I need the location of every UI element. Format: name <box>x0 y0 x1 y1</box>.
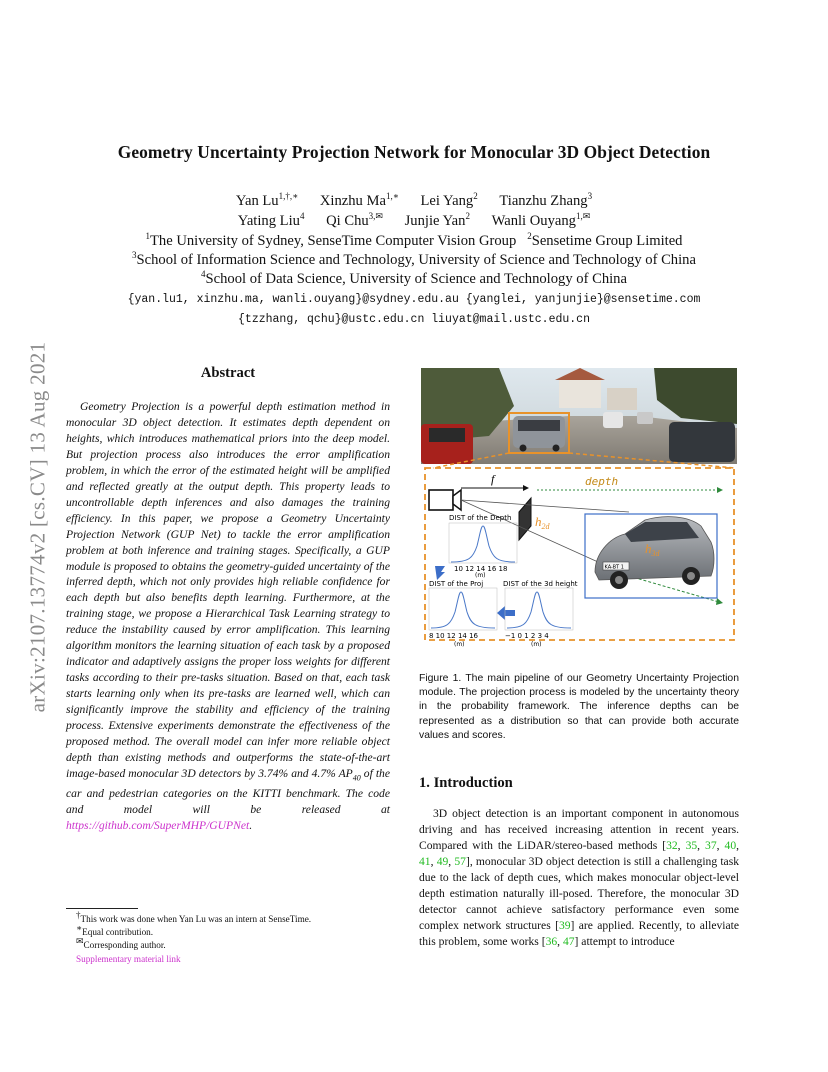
author: Qi Chu$^{3,✉}$ <box>326 211 383 229</box>
citation-link[interactable]: 36 <box>545 934 558 948</box>
arxiv-identifier: arXiv:2107.13774v2 [cs.CV] 13 Aug 2021 <box>25 341 50 713</box>
author: Lei Yang$^2$ <box>420 191 478 209</box>
citation-link[interactable]: 35 <box>685 838 698 852</box>
h3d-label: $h_{3d}$ <box>645 541 660 558</box>
footnote: ∗Equal contribution. <box>76 922 154 937</box>
citation-link[interactable]: 37 <box>705 838 717 852</box>
dist-depth-plot <box>449 514 517 579</box>
svg-text:8 10 12 14 16: 8 10 12 14 16 <box>429 632 478 640</box>
citation-link[interactable]: 49 <box>436 854 449 868</box>
svg-text:(m): (m) <box>454 641 465 648</box>
svg-text:(m): (m) <box>475 572 486 579</box>
section-heading: 1. Introduction <box>419 775 513 791</box>
affiliation-line-1: $^1$The University of Sydney, SenseTime Computer Vision Group $^2$Sensetime Group Limited <box>145 231 683 249</box>
author: Wanli Ouyang$^{1,✉}$ <box>491 211 591 229</box>
abstract-heading: Abstract <box>200 365 256 381</box>
street-photo <box>421 368 737 464</box>
author: Yan $Lu^{1,\dagger,∗}$ <box>235 191 299 209</box>
authors-line-2 <box>0 213 828 230</box>
citation-link[interactable]: 39 <box>558 918 571 932</box>
intro-paragraph: 3D object detection is an important component in autonomous driving and has received increasing attention in recent years. Compared with the LiDAR/stereo-based methods [32, 35, 37, 40, 41, 49, 57], monocular 3D object detection is still a challenging task due to the lack of depth cues, which makes monocular object-level depth estimation naturally ill-posed. Therefore, the monocular 3D detector cannot achieve satisfactory performance even some complex network structures [39] are applied. Recently, to alleviate this problem, some works [36, 47] attempt to introduce <box>419 807 740 948</box>
affiliation-line-2: $^3$School of Information Science and Technology, University of Science and Technology of China <box>132 250 696 268</box>
citation-link[interactable]: 47 <box>562 934 575 948</box>
paper-title: Geometry Uncertainty Projection Network for Monocular 3D Object Detection <box>117 142 711 162</box>
author: Yating Liu$^4$ <box>237 211 305 229</box>
email-line-1: {yan.lu1, xinzhu.ma, wanli.ouyang}@sydney.edu.au {yanglei, yanjunjie}@sensetime.com <box>127 293 701 306</box>
h2d-label: $h_{2d}$ <box>535 514 550 531</box>
license-plate-text: KA-BT 1 <box>604 564 624 571</box>
affiliation-line-3: $^4$School of Data Science, University of Science and Technology of China <box>201 269 627 287</box>
figure-1 <box>419 366 739 656</box>
svg-text:DIST of the Depth: DIST of the Depth <box>449 514 512 522</box>
footnote: †This work was done when Yan Lu was an intern at SenseTime. <box>76 909 312 924</box>
figure-caption: Figure 1. The main pipeline of our Geometry Uncertainty Projection module. The projection process is modeled by the uncertainty theory in the probability framework. The inference depths can be represented as a distribution so that can provide both accurate values and scores. <box>419 673 739 741</box>
svg-text:10 12 14 16 18: 10 12 14 16 18 <box>454 565 508 573</box>
footnote: ✉Corresponding author. <box>76 935 166 950</box>
dist-proj-plot <box>429 566 497 648</box>
supplementary-link[interactable]: Supplementary material link <box>76 954 181 964</box>
footnote-rule <box>66 908 138 909</box>
svg-text:−1 0 1 2 3 4: −1 0 1 2 3 4 <box>505 632 549 640</box>
author: Tianzhu Zhang$^3$ <box>499 191 593 209</box>
focal-length-label: f <box>491 472 495 486</box>
authors-line-1 <box>0 193 828 210</box>
citation-link[interactable]: 32 <box>666 838 678 852</box>
citation-link[interactable]: 40 <box>724 838 737 852</box>
svg-text:(m): (m) <box>531 641 542 648</box>
camera-icon <box>429 490 461 510</box>
github-link[interactable]: https://github.com/SuperMHP/GUPNet <box>66 819 250 833</box>
arrow-icon <box>435 566 445 580</box>
svg-text:DIST of the Proj: DIST of the Proj <box>429 580 484 588</box>
citation-link[interactable]: 57 <box>454 854 466 868</box>
svg-text:DIST of the 3d height: DIST of the 3d height <box>503 580 578 588</box>
arrow-left-icon <box>497 606 515 620</box>
citation-link[interactable]: 41 <box>419 854 431 868</box>
author: Junjie Yan$^2$ <box>404 211 470 229</box>
email-line-2: {tzzhang, qchu}@ustc.edu.cn liuyat@mail.ustc.edu.cn <box>238 313 590 326</box>
car-3d <box>585 514 717 598</box>
depth-label: depth <box>585 475 619 488</box>
author: Xinzhu $Ma^{1,∗}$ <box>319 191 399 209</box>
abstract-text: Geometry Projection is a powerful depth estimation method in monocular 3D object detection. It estimates depth dependent on heights, which introduces mathematical priors into the deep model. But projection process also introduces the error amplification problem, in which the error of the estimated height will be amplified and reflected greatly at the output depth. This property leads to uncontrollable depth inferences and also damages the training efficiency. In this paper, we propose a Geometry Uncertainty Projection Network (GUP Net) to tackle the error amplification problem at both inference and training stages. Specifically, a GUP module is proposed to obtains the geometry-guided uncertainty of the inferred depth, which not only provides high reliable confidence for each depth but also benefits depth learning. Furthermore, at the training stage, we propose a Hierarchical Task Learning strategy to reduce the instability caused by error amplification. This learning algorithm monitors the learning situation of each task by a proposed indicator and adaptively assigns the proper loss weights for different tasks according to their pre-tasks situation. Based on that, each task starts learning only when its pre-tasks are learned well, which can significantly improve the stability and efficiency of the training process. Extensive experiments demonstrate the effectiveness of the proposed method. The overall model can infer more reliable object depth than existing methods and outperforms the state-of-the-art image-based monocular 3D detectors by 3.74% and 4.7% $AP_{40}$ of the car and pedestrian categories on the KITTI benchmark. The code and model will be released at https://github.com/SuperMHP/GUPNet. <box>66 400 391 833</box>
